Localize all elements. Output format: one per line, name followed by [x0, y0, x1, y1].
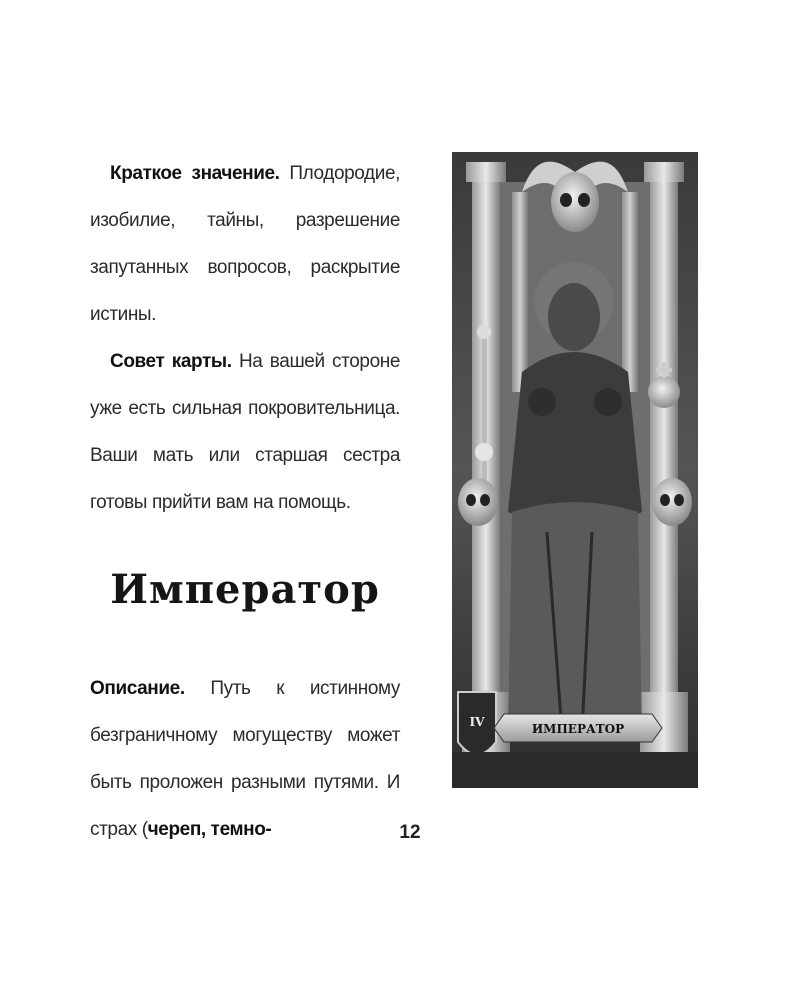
meaning-label: Краткое значение.: [110, 163, 280, 184]
card-illustration: [452, 152, 698, 788]
page-number: 12: [399, 822, 421, 843]
section-heading: Император: [110, 566, 380, 613]
advice-label: Совет карты.: [110, 351, 232, 372]
meaning-text: Плодородие, изобилие, тайны, разрешение запутанных вопросов, раскрытие истины.: [90, 163, 400, 325]
right-skull: [652, 478, 692, 526]
advice-paragraph: [90, 338, 400, 526]
card-title: ИМПЕРАТОР: [531, 722, 625, 736]
description-paragraph: [90, 665, 400, 853]
numeral-shield: [458, 692, 496, 755]
description-label: Описание.: [90, 678, 185, 699]
description-text: Путь к истинному безграничному могуществу может быть проложен разными путями. И страх (: [90, 678, 400, 840]
left-skull: [458, 478, 498, 526]
card-numeral: IV: [469, 715, 485, 729]
text-column: [90, 150, 400, 526]
card-title-banner: [494, 714, 662, 742]
meaning-paragraph: [90, 150, 400, 338]
advice-text: На вашей стороне уже есть сильная покровительница. Ваши мать или старшая сестра готовы прийти вам на помощь.: [90, 351, 400, 513]
tarot-card-image: [452, 152, 698, 788]
description-bold-tail: череп, темно-: [147, 819, 272, 840]
